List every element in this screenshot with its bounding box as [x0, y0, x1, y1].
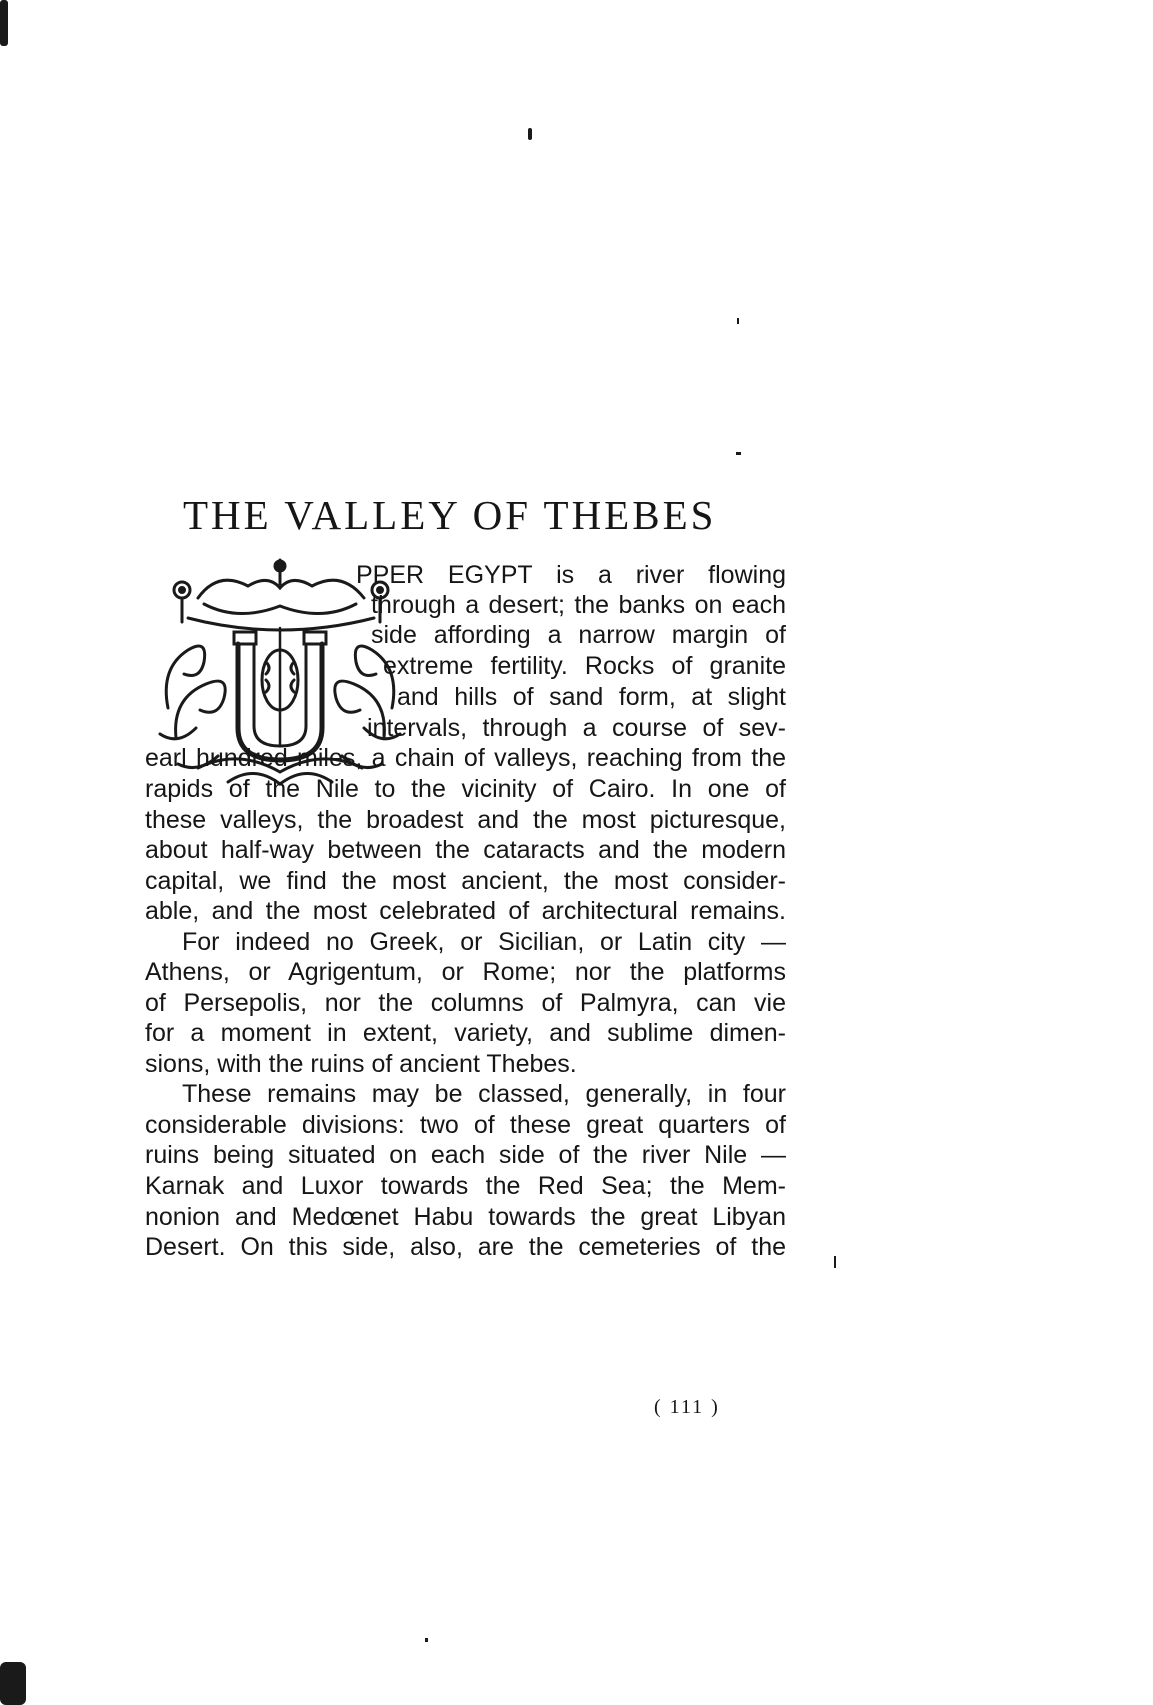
text-line: PPER EGYPT is a river flowing	[356, 561, 786, 589]
page-number: ( 111 )	[654, 1396, 720, 1418]
scan-speck	[834, 1256, 836, 1268]
text-line: side affording a narrow margin of	[371, 621, 786, 649]
scan-speck	[737, 318, 739, 324]
text-line: rapids of the Nile to the vicinity of Cairo. In one of	[145, 775, 786, 803]
scan-speck	[528, 128, 532, 140]
text-line: through a desert; the banks on each	[371, 591, 786, 619]
text-line: of Persepolis, nor the columns of Palmyra, can vie	[145, 989, 786, 1017]
text-line: intervals, through a course of sev-	[367, 714, 786, 742]
text-line: considerable divisions: two of these great quarters of	[145, 1111, 786, 1139]
text-line: able, and the most celebrated of architectural remains.	[145, 897, 786, 925]
scan-speck	[425, 1638, 428, 1642]
text-line: Karnak and Luxor towards the Red Sea; the Mem-	[145, 1172, 786, 1200]
text-line: and hills of sand form, at slight	[397, 683, 786, 711]
text-line: ruins being situated on each side of the river Nile —	[145, 1141, 786, 1169]
scan-speck	[0, 1662, 26, 1705]
text-line: For indeed no Greek, or Sicilian, or Latin city —	[182, 928, 786, 956]
text-line: for a moment in extent, variety, and sublime dimen-	[145, 1019, 786, 1047]
text-line: Desert. On this side, also, are the cemeteries of the	[145, 1233, 786, 1261]
text-line: earl hundred miles, a chain of valleys, reaching from the	[145, 744, 786, 772]
chapter-title: THE VALLEY OF THEBES	[183, 492, 717, 538]
text-line: capital, we find the most ancient, the most consider-	[145, 867, 786, 895]
scan-speck	[0, 0, 8, 46]
text-line: extreme fertility. Rocks of granite	[383, 652, 786, 680]
text-line: sions, with the ruins of ancient Thebes.	[145, 1050, 577, 1078]
text-line: Athens, or Agrigentum, or Rome; nor the platforms	[145, 958, 786, 986]
text-line: about half-way between the cataracts and the modern	[145, 836, 786, 864]
text-line: nonion and Medœnet Habu towards the great Libyan	[145, 1203, 786, 1231]
scan-speck	[736, 452, 741, 455]
text-line: these valleys, the broadest and the most picturesque,	[145, 806, 786, 834]
text-line: These remains may be classed, generally, in four	[182, 1080, 786, 1108]
